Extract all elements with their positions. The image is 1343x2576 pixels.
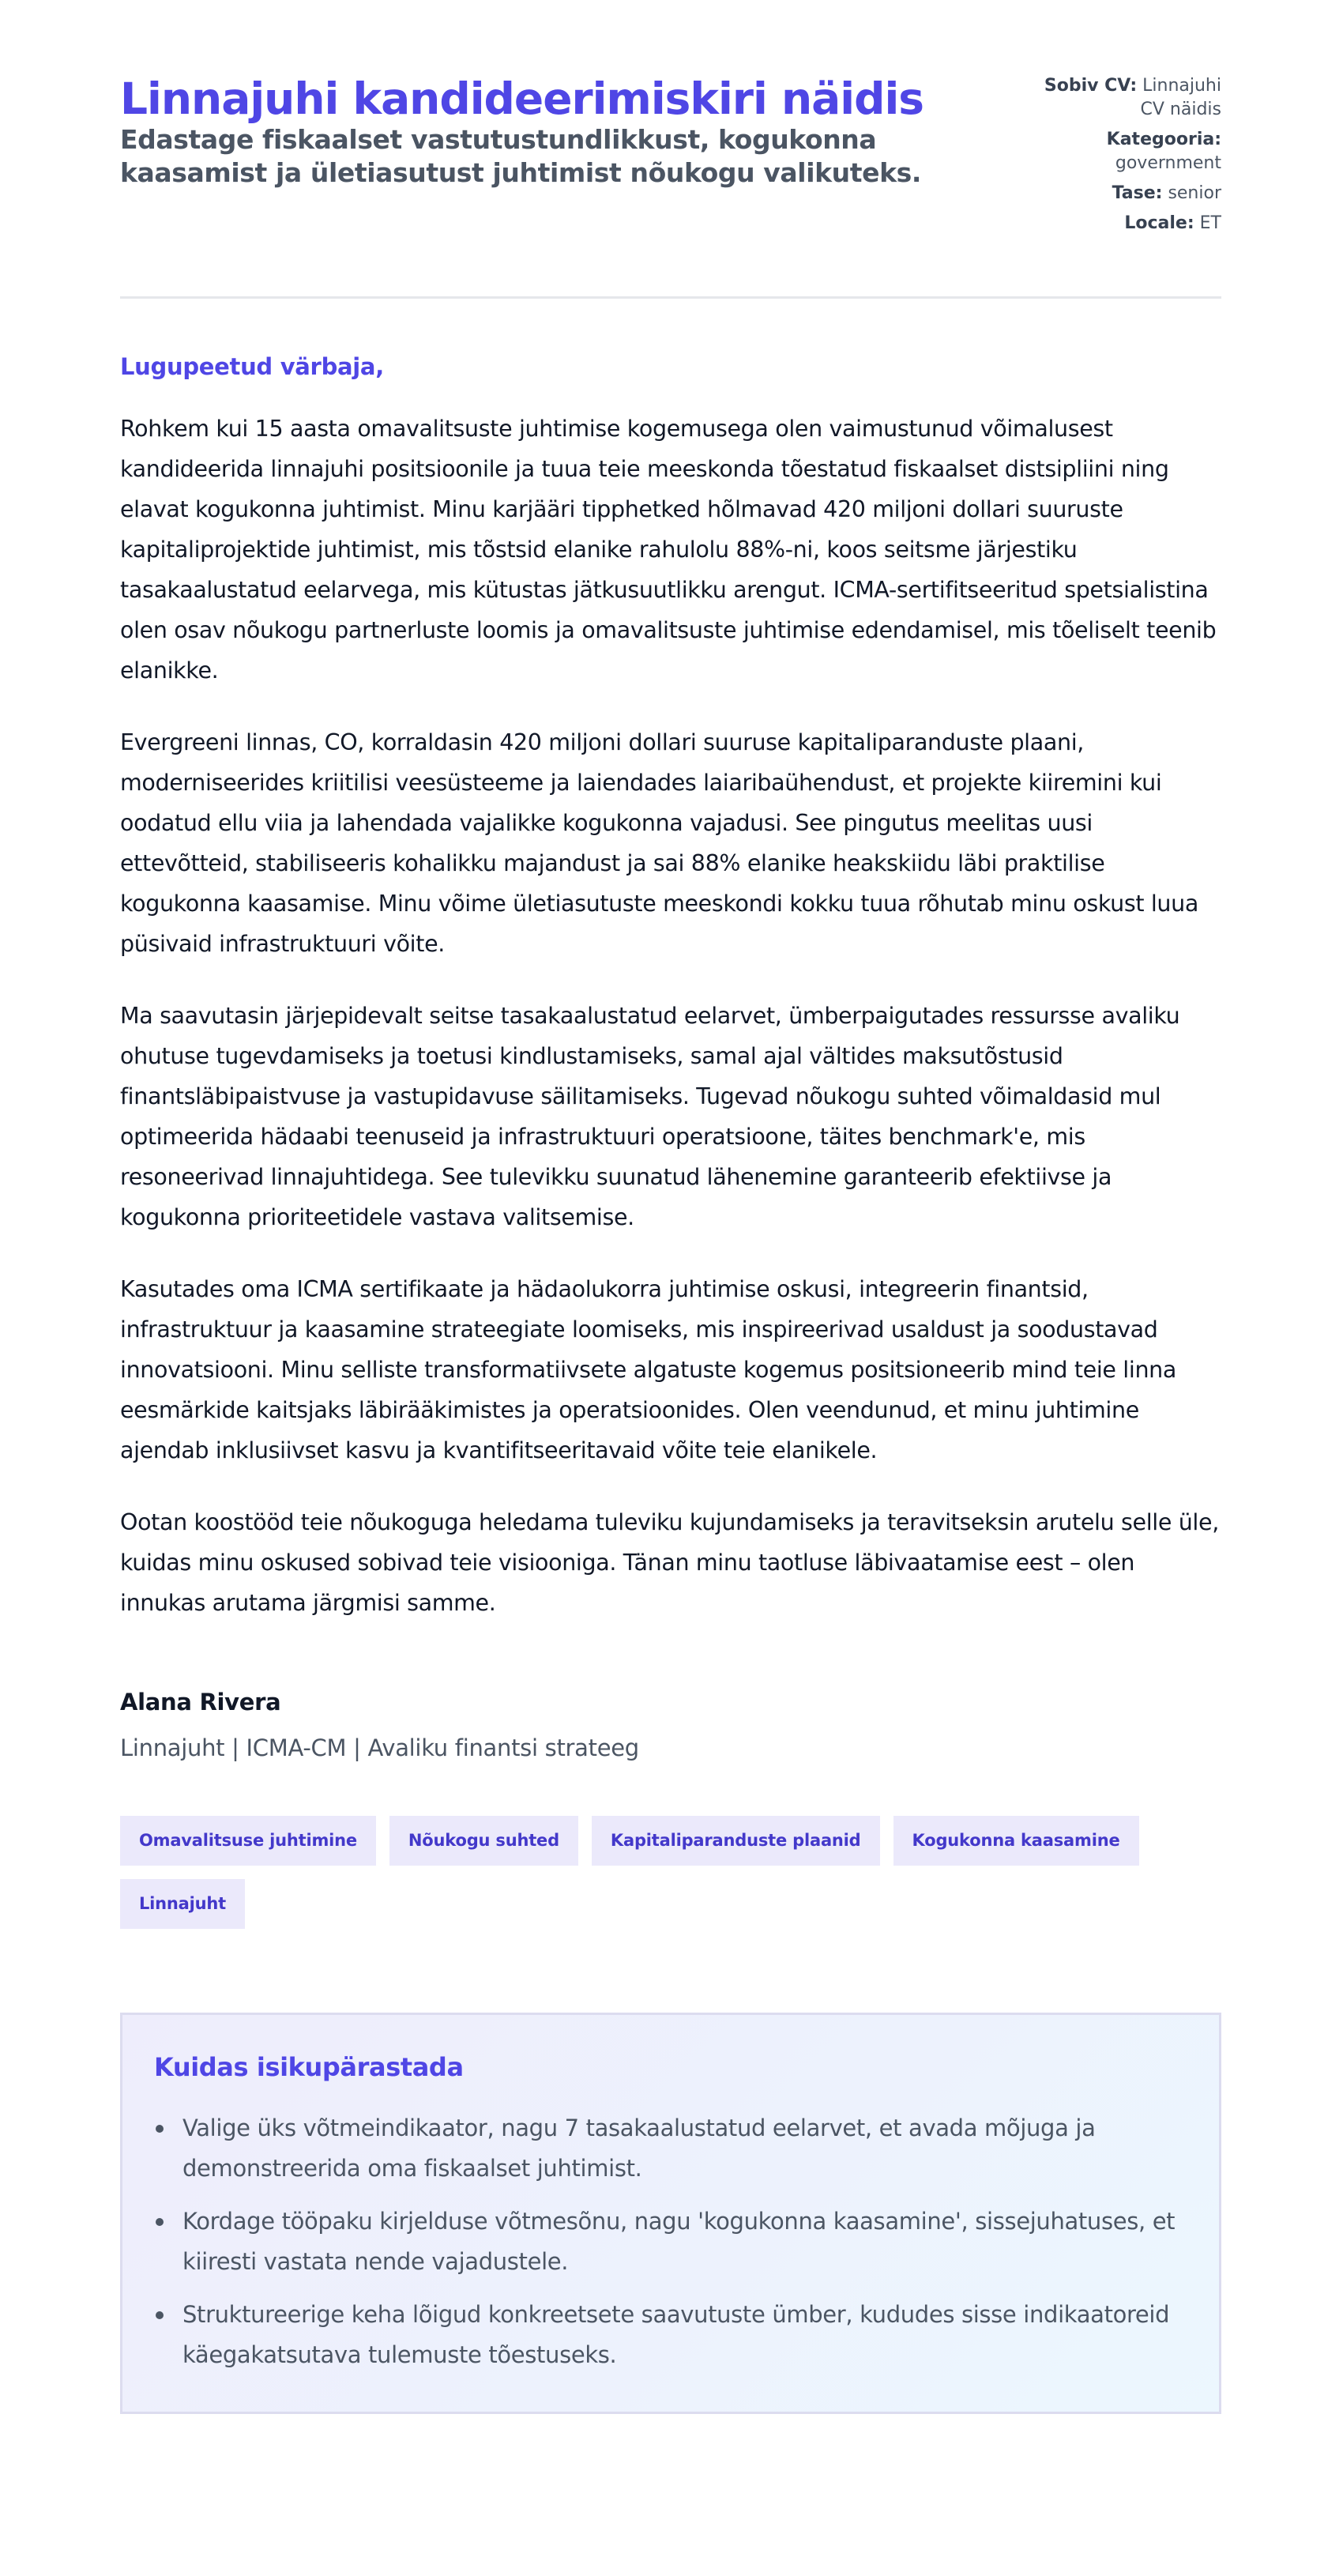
tag-chip: Linnajuht [120, 1879, 245, 1929]
tag-chip: Kapitaliparanduste plaanid [592, 1816, 880, 1866]
tip-text: Kordage tööpaku kirjelduse võtmesõnu, nagu 'kogukonna kaasamine', sissejuhatuses, et kiiresti vastata nende vajadustele. [182, 2208, 1176, 2275]
bullet-icon [156, 2125, 164, 2133]
tag-chip: Omavalitsuse juhtimine [120, 1816, 376, 1866]
tag-chip: Nõukogu suhted [389, 1816, 578, 1866]
signature-block [120, 1686, 1221, 1764]
signature-title: Linnajuht | ICMA-CM | Avaliku finantsi strateeg [120, 1734, 639, 1761]
meta-matching-cv [1040, 74, 1221, 122]
tip-item [154, 2295, 1187, 2375]
tips-list [154, 2108, 1187, 2375]
tip-text: Struktureerige keha lõigud konkreetsete saavutuste ümber, kududes sisse indikaatoreid käegakatsutava tulemuste tõestuseks. [182, 2301, 1170, 2368]
letter-paragraph: Ootan koostööd teie nõukoguga heledama tuleviku kujundamiseks ja teravitseksin arutelu selle üle, kuidas minu oskused sobivad teie visiooniga. Tänan minu taotluse läbivaatamise eest – olen innukas arutama järgmisi samme. [120, 1509, 1219, 1616]
meta-panel [1040, 74, 1221, 242]
personalization-tips-box [120, 2013, 1221, 2414]
meta-locale [1040, 212, 1221, 235]
meta-label: Kategooria: [1106, 130, 1221, 149]
tip-item [154, 2201, 1187, 2282]
meta-label: Sobiv CV: [1044, 76, 1138, 96]
meta-label: Locale: [1124, 213, 1194, 233]
tag-chip: Kogukonna kaasamine [893, 1816, 1139, 1866]
page-title: Linnajuhi kandideerimiskiri näidis [120, 73, 924, 124]
letter-paragraph: Rohkem kui 15 aasta omavalitsuste juhtimise kogemusega olen vaimustunud võimalusest kandideerida linnajuhi positsioonile ja tuua teie meeskonda tõestatud fiskaalset distsipliini ning elavat kogukonna juhtimist. Minu karjääri tipphetked hõlmavad 420 miljoni dollari suuruste kapitaliprojektide juhtimist, mis tõstsid elanike rahulolu 88%-ni, koos seitsme järjestiku tasakaalustatud eelarvega, mis kütustas jätkusuutlikku arengut. ICMA-sertifitseeritud spetsialistina olen osav nõukogu partnerluste loomis ja omavalitsuste juhtimise edendamisel, mis tõeliselt teenib elanikke. [120, 416, 1217, 684]
letter-paragraph: Kasutades oma ICMA sertifikaate ja hädaolukorra juhtimise oskusi, integreerin finantsid, infrastruktuur ja kaasamine strateegiate loomiseks, mis inspireerivad usaldust ja soodustavad innovatsiooni. Minu selliste transformatiivsete algatuste kogemus positsioneerib mind teie linna eesmärkide kaitsjaks läbirääkimistes ja operatsioonides. Olen veendunud, et minu juhtimine ajendab inklusiivset kasvu ja kvantifitseeritavaid võite teie elanikele. [120, 1276, 1176, 1463]
bullet-icon [156, 2218, 164, 2226]
document-header [120, 0, 1221, 299]
tip-item [154, 2108, 1187, 2189]
meta-level [1040, 182, 1221, 205]
meta-label: Tase: [1112, 183, 1163, 203]
tag-list [120, 1816, 1221, 1929]
meta-category [1040, 128, 1221, 175]
cover-letter-page [120, 0, 1221, 2414]
tip-text: Valige üks võtmeindikaator, nagu 7 tasakaalustatud eelarvet, et avada mõjuga ja demonstreerida oma fiskaalset juhtimist. [182, 2115, 1096, 2182]
bullet-icon [156, 2311, 164, 2319]
signature-name: Alana Rivera [120, 1689, 281, 1715]
page-subtitle: Edastage fiskaalset vastutustundlikkust, kogukonna kaasamist ja ületiasutust juhtimist nõukogu valikuteks. [120, 124, 922, 188]
meta-value: government [1115, 153, 1221, 173]
meta-value: ET [1199, 213, 1221, 233]
salutation: Lugupeetud värbaja, [120, 353, 384, 380]
tips-title: Kuidas isikupärastada [154, 2052, 464, 2082]
meta-value: Linnajuhi CV näidis [1140, 76, 1221, 119]
meta-value: senior [1168, 183, 1221, 203]
letter-paragraph: Ma saavutasin järjepidevalt seitse tasakaalustatud eelarvet, ümberpaigutades ressursse avaliku ohutuse tugevdamiseks ja toetusi kindlustamiseks, samal ajal vältides maksutõstusid finantsläbipaistvuse ja vastupidavuse säilitamiseks. Tugevad nõukogu suhted võimaldasid mul optimeerida hädaabi teenuseid ja infrastruktuuri operatsioone, täites benchmark'e, mis resoneerivad linnajuhtidega. See tulevikku suunatud lähenemine garanteerib efektiivse ja kogukonna prioriteetidele vastava valitsemise. [120, 1003, 1180, 1230]
letter-body [120, 351, 1221, 1764]
letter-paragraph: Evergreeni linnas, CO, korraldasin 420 miljoni dollari suuruse kapitaliparanduste plaani, moderniseerides kriitilisi veesüsteeme ja laiendades laiaribaühendust, et projekte kiiremini kui oodatud ellu viia ja lahendada vajalikke kogukonna vajadusi. See pingutus meelitas uusi ettevõtteid, stabiliseeris kohalikku majandust ja sai 88% elanike heakskiidu läbi praktilise kogukonna kaasamise. Minu võime ületiasutuste meeskondi kokku tuua rõhutab minu oskust luua püsivaid infrastruktuuri võite. [120, 729, 1198, 957]
title-block [120, 73, 1068, 190]
